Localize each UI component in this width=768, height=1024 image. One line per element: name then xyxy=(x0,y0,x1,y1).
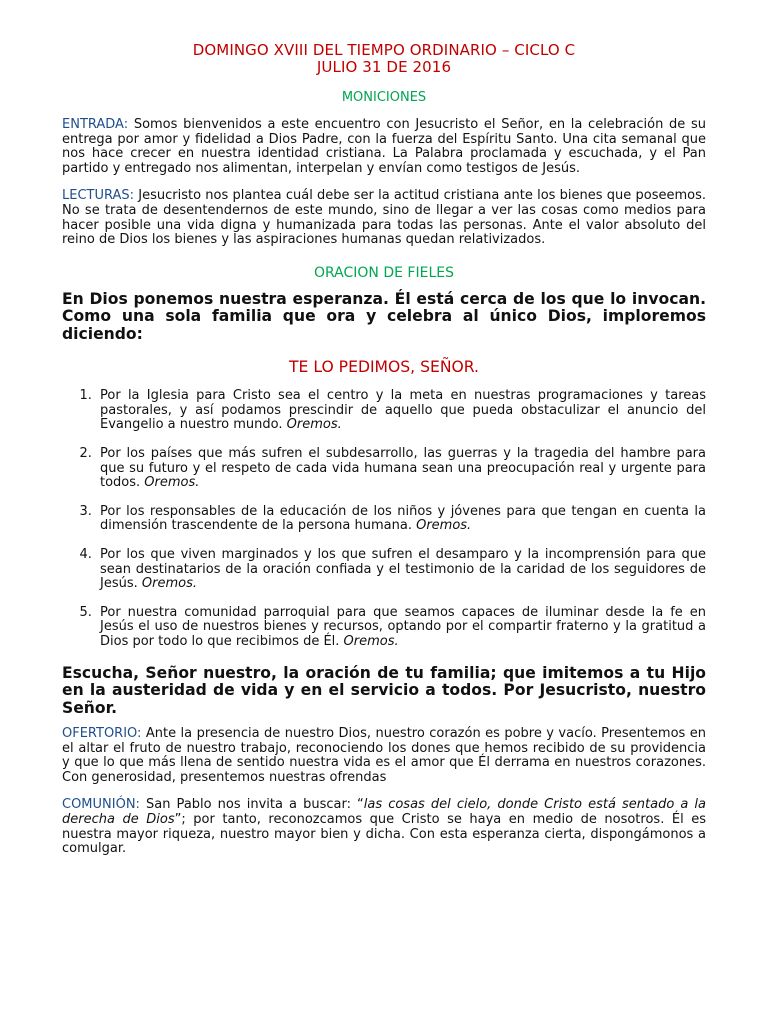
comunion-quote: las cosas del cielo, donde Cristo está sentado a la derecha de Dios xyxy=(62,797,706,828)
petition-item xyxy=(96,548,706,592)
petition-oremos: Oremos. xyxy=(343,633,399,649)
petition-item xyxy=(96,505,706,534)
entrada-label: ENTRADA: xyxy=(62,117,129,132)
ofertorio-paragraph xyxy=(62,727,706,785)
petition-text: Por los que viven marginados y los que sufren el desamparo y la incomprensión para que sean destinatarios de la oración confiada y el testimonio de la caridad de los seguidores de Jesús. xyxy=(100,547,706,592)
moniciones-heading: MONICIONES xyxy=(341,90,427,105)
title-line-2: JULIO 31 DE 2016 xyxy=(316,58,452,76)
comunion-text-after: ”; por tanto, reconozcamos que Cristo se haya en medio de nosotros. Él es nuestra mayor riqueza, nuestro mayor bien y dicha. Con esta esperanza cierta, dispongámonos a comulgar. xyxy=(62,812,707,857)
petition-oremos: Oremos. xyxy=(141,576,197,592)
document-title xyxy=(62,42,706,76)
petition-text: Por los responsables de la educación de los niños y jóvenes para que tengan en cuenta la dimensión trascendente de la persona humana. xyxy=(100,503,706,534)
petition-text: Por la Iglesia para Cristo sea el centro y la meta en nuestras programaciones y tareas pastorales, y así podamos prescindir de aquello que pueda obstaculizar el anuncio del Evangelio a nuestro mundo. xyxy=(100,388,706,433)
lecturas-text: Jesucristo nos plantea cuál debe ser la actitud cristiana ante los bienes que poseemos. No se trata de desentendernos de este mundo, sino de llegar a ver las cosas como medios para hacer posible una vida digna y humanizada para todas las personas. Ante el valor absoluto del reino de Dios los bienes y las aspiraciones humanas quedan relativizados. xyxy=(62,188,706,248)
oracion-heading: ORACION DE FIELES xyxy=(314,264,454,281)
lecturas-label: LECTURAS: xyxy=(62,188,135,204)
petitions-list xyxy=(62,389,706,649)
petition-oremos: Oremos. xyxy=(416,518,472,534)
comunion-label: COMUNIÓN: xyxy=(62,797,140,813)
lecturas-paragraph xyxy=(62,189,706,247)
ofertorio-text: Ante la presencia de nuestro Dios, nuestro corazón es pobre y vacío. Presentemos en el altar el fruto de nuestro trabajo, reconociendo los dones que hemos recibido de su providencia y que lo que más llena de sentido nuestra vida es el amor que Él derrama en nuestros corazones. Con generosidad, presentemos nuestras ofrendas xyxy=(62,726,706,785)
petition-text: Por los países que más sufren el subdesarrollo, las guerras y la tragedia del hambre para que su futuro y el respeto de cada vida humana sean una preocupación real y urgente para todos. xyxy=(100,446,706,491)
petition-text: Por nuestra comunidad parroquial para que seamos capaces de iluminar desde la fe en Jesús el uso de nuestros bienes y recursos, optando por el compartir fraterno y la gratitud a Dios por todo lo que recibimos de Él. xyxy=(100,604,706,649)
ofertorio-label: OFERTORIO: xyxy=(62,726,142,742)
comunion-text-before: San Pablo nos invita a buscar: “ xyxy=(139,797,364,813)
entrada-paragraph xyxy=(62,118,706,176)
petition-oremos: Oremos. xyxy=(144,475,200,491)
petition-oremos: Oremos. xyxy=(286,417,342,433)
title-line-1: DOMINGO XVIII DEL TIEMPO ORDINARIO – CICLO C xyxy=(192,41,576,59)
petition-item xyxy=(96,389,706,433)
petition-item xyxy=(96,447,706,491)
petition-item xyxy=(96,606,706,650)
entrada-text: Somos bienvenidos a este encuentro con Jesucristo el Señor, en la celebración de su entrega por amor y fidelidad a Dios Padre, con la fuerza del Espíritu Santo. Una cita semanal que nos hace crecer en nuestra identidad cristiana. La Palabra proclamada y escuchada, y el Pan partido y entregado nos alimentan, interpelan y envían como testigos de Jesús. xyxy=(62,117,706,176)
response-text: TE LO PEDIMOS, SEÑOR. xyxy=(288,358,480,377)
closing-prayer: Escucha, Señor nuestro, la oración de tu familia; que imitemos a tu Hijo en la austeridad de vida y en el servicio a todos. Por Jesucristo, nuestro Señor. xyxy=(62,663,706,717)
comunion-paragraph xyxy=(62,798,706,856)
invocation-text: En Dios ponemos nuestra esperanza. Él está cerca de los que lo invocan. Como una sola familia que ora y celebra al único Dios, imploremos diciendo: xyxy=(62,289,706,343)
